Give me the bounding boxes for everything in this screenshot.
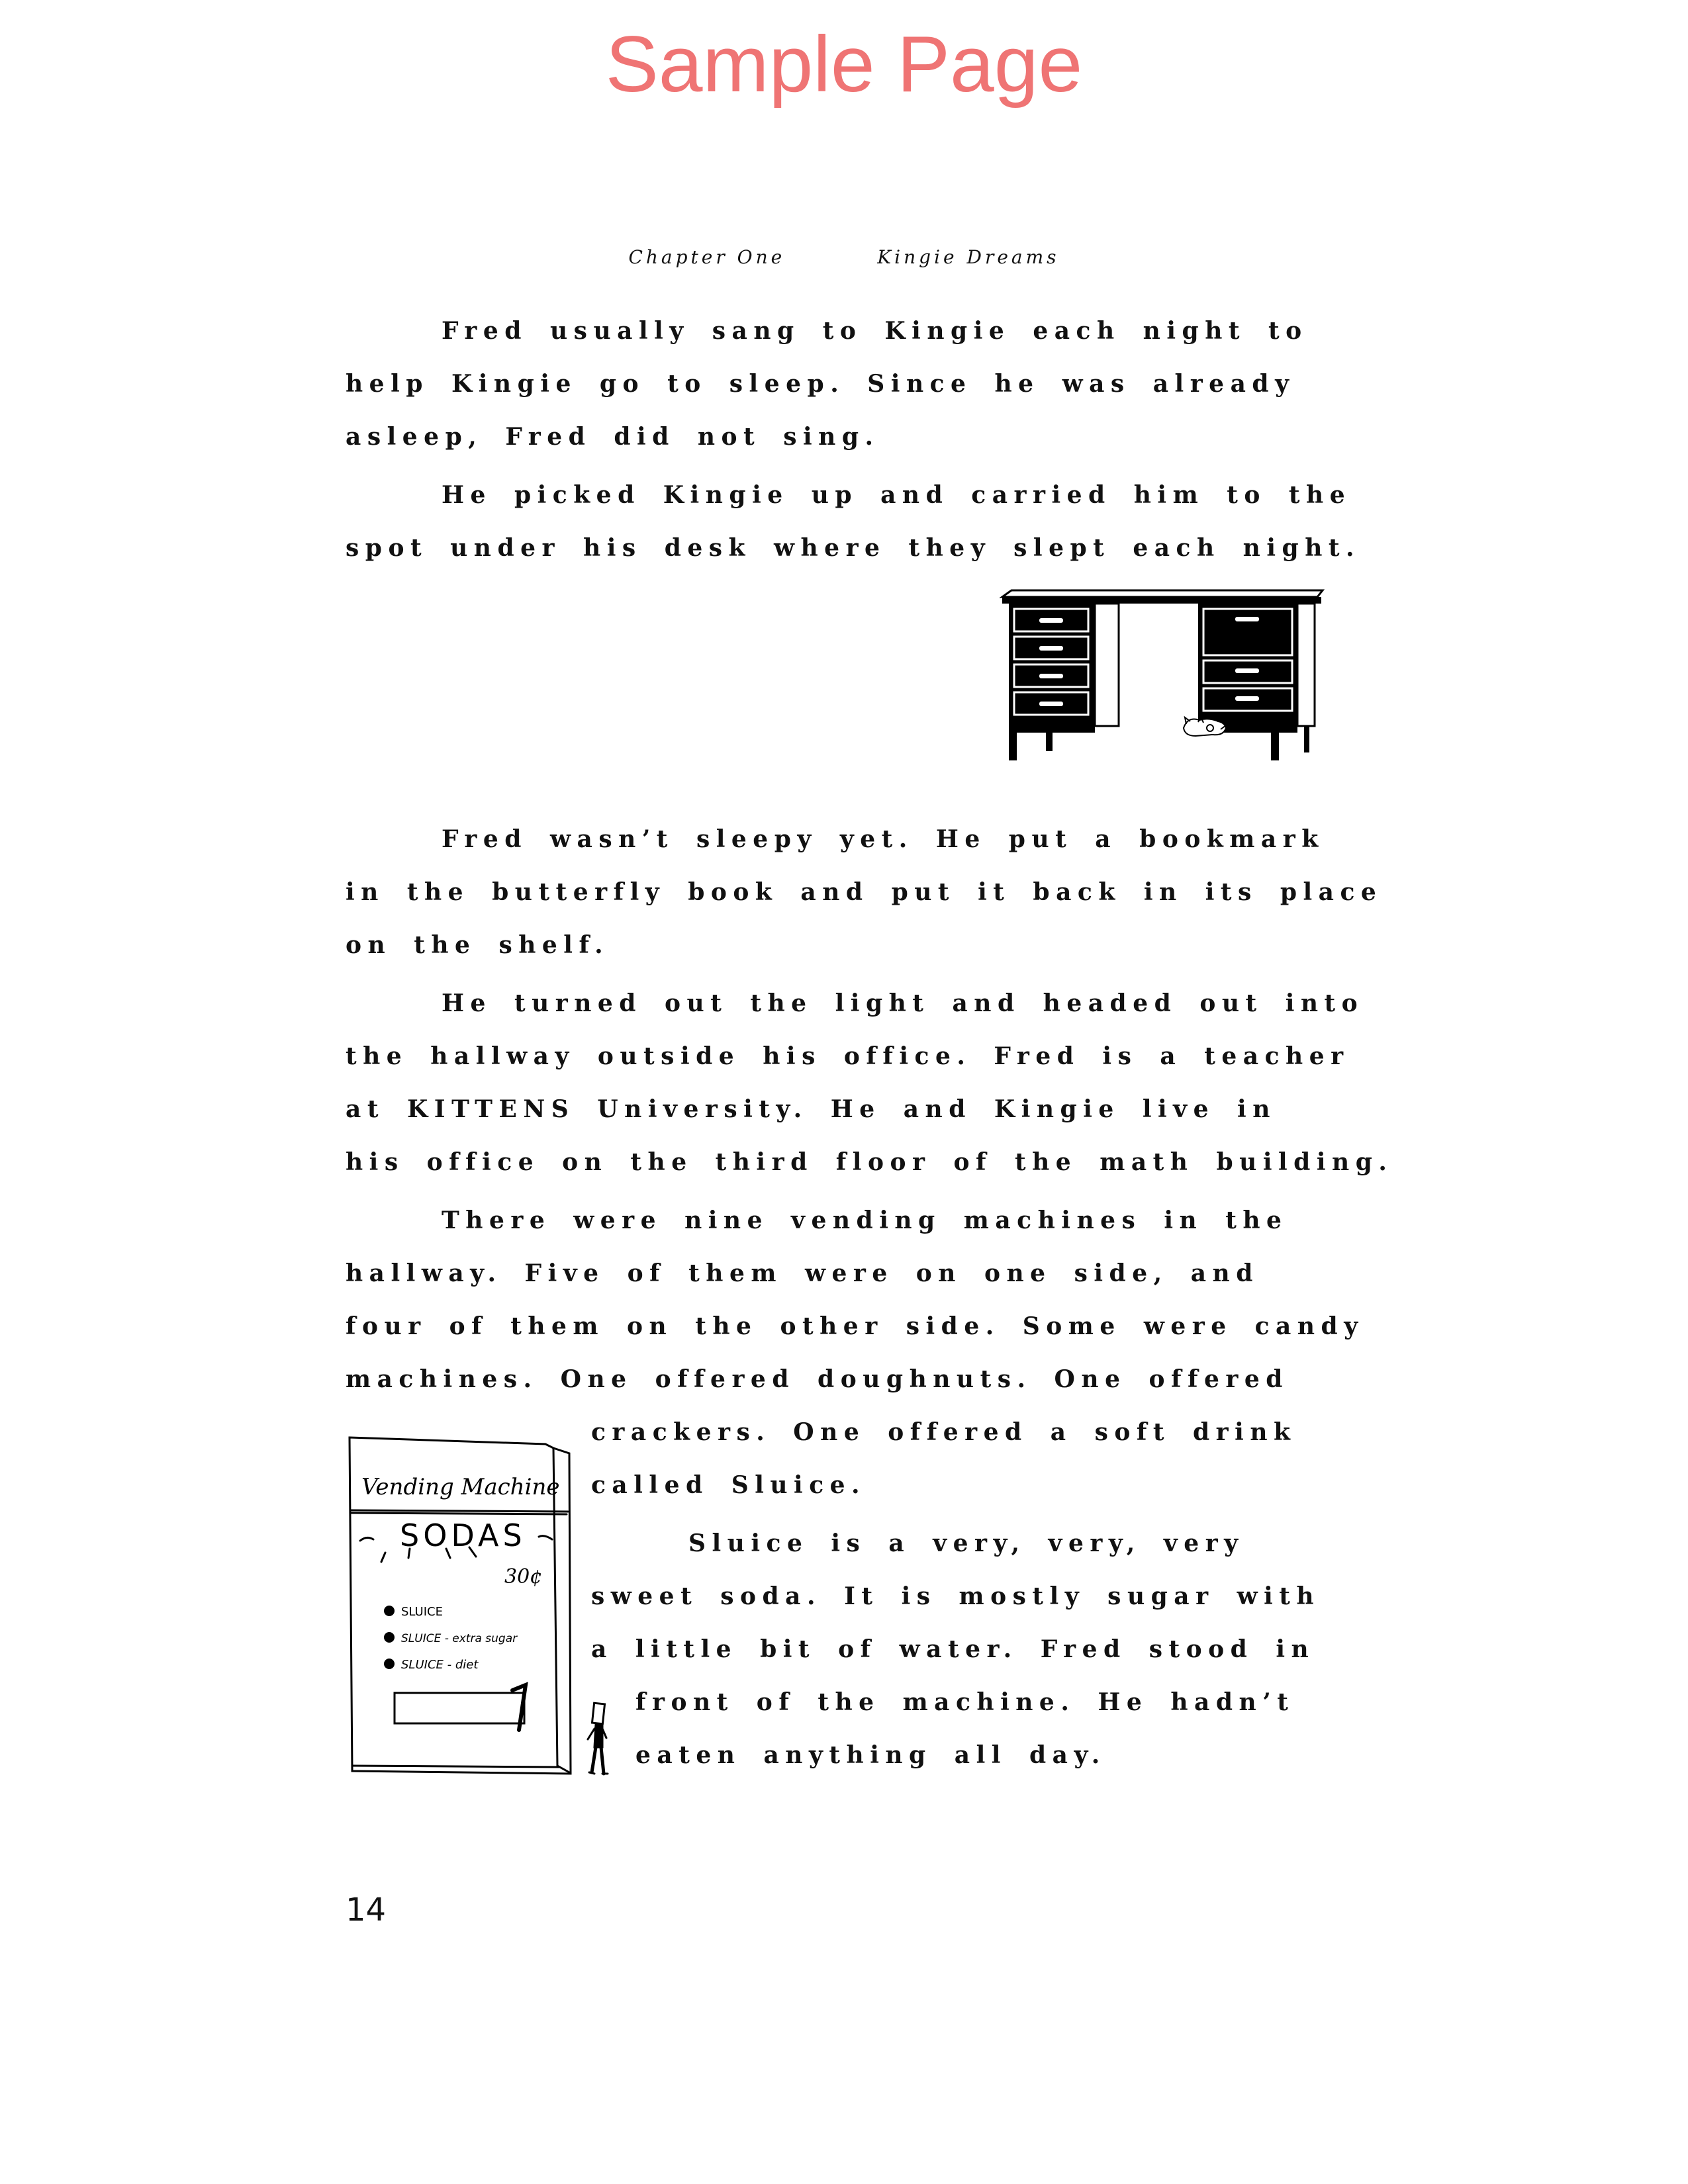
page-number: 14	[346, 1891, 387, 1929]
body-line: He turned out the light and headed out into	[442, 989, 1364, 1017]
chapter-title: Kingie Dreams	[877, 246, 1060, 268]
running-header	[0, 246, 1688, 268]
body-line: There were nine vending machines in the	[442, 1206, 1288, 1234]
body-line: the hallway outside his office. Fred is a teacher	[346, 1042, 1350, 1070]
body-line: front of the machine. He hadn’t	[635, 1688, 1295, 1716]
body-line: help Kingie go to sleep. Since he was already	[346, 370, 1295, 398]
chapter-label: Chapter One	[628, 246, 786, 268]
body-line: hallway. Five of them were on one side, and	[346, 1259, 1259, 1287]
body-line: a little bit of water. Fred stood in	[591, 1635, 1315, 1663]
body-line: called Sluice.	[591, 1471, 867, 1499]
body-line: crackers. One offered a soft drink	[591, 1418, 1297, 1446]
fred-figure-icon	[585, 1701, 616, 1778]
desk-illustration	[1000, 588, 1327, 761]
body-line: sweet soda. It is mostly sugar with	[591, 1582, 1321, 1610]
vending-option: SLUICE - diet	[401, 1658, 479, 1672]
body-line: eaten anything all day.	[635, 1741, 1106, 1769]
vending-option: SLUICE	[401, 1605, 443, 1619]
body-line: He picked Kingie up and carried him to the	[442, 481, 1352, 509]
body-line: Fred wasn’t sleepy yet. He put a bookmark	[442, 825, 1325, 853]
body-line: on the shelf.	[346, 931, 610, 959]
vending-heading: Vending Machine	[361, 1474, 560, 1500]
body-line: asleep, Fred did not sing.	[346, 423, 880, 451]
body-line: Sluice is a very, very, very	[688, 1529, 1244, 1557]
body-line: machines. One offered doughnuts. One offered	[346, 1365, 1289, 1393]
body-line: Fred usually sang to Kingie each night to	[442, 317, 1308, 345]
body-line: in the butterfly book and put it back in its place	[346, 878, 1383, 906]
vending-machine-illustration	[347, 1435, 572, 1779]
vending-option: SLUICE - extra sugar	[401, 1632, 518, 1645]
vending-price: 30¢	[504, 1565, 543, 1588]
body-line: spot under his desk where they slept each night.	[346, 534, 1361, 562]
body-line: at KITTENS University. He and Kingie live in	[346, 1095, 1276, 1123]
body-line: his office on the third floor of the math building.	[346, 1148, 1393, 1176]
vending-sign: SODAS	[400, 1518, 526, 1553]
body-line: four of them on the other side. Some were candy	[346, 1312, 1364, 1340]
sample-page-watermark: Sample Page	[605, 20, 1083, 109]
